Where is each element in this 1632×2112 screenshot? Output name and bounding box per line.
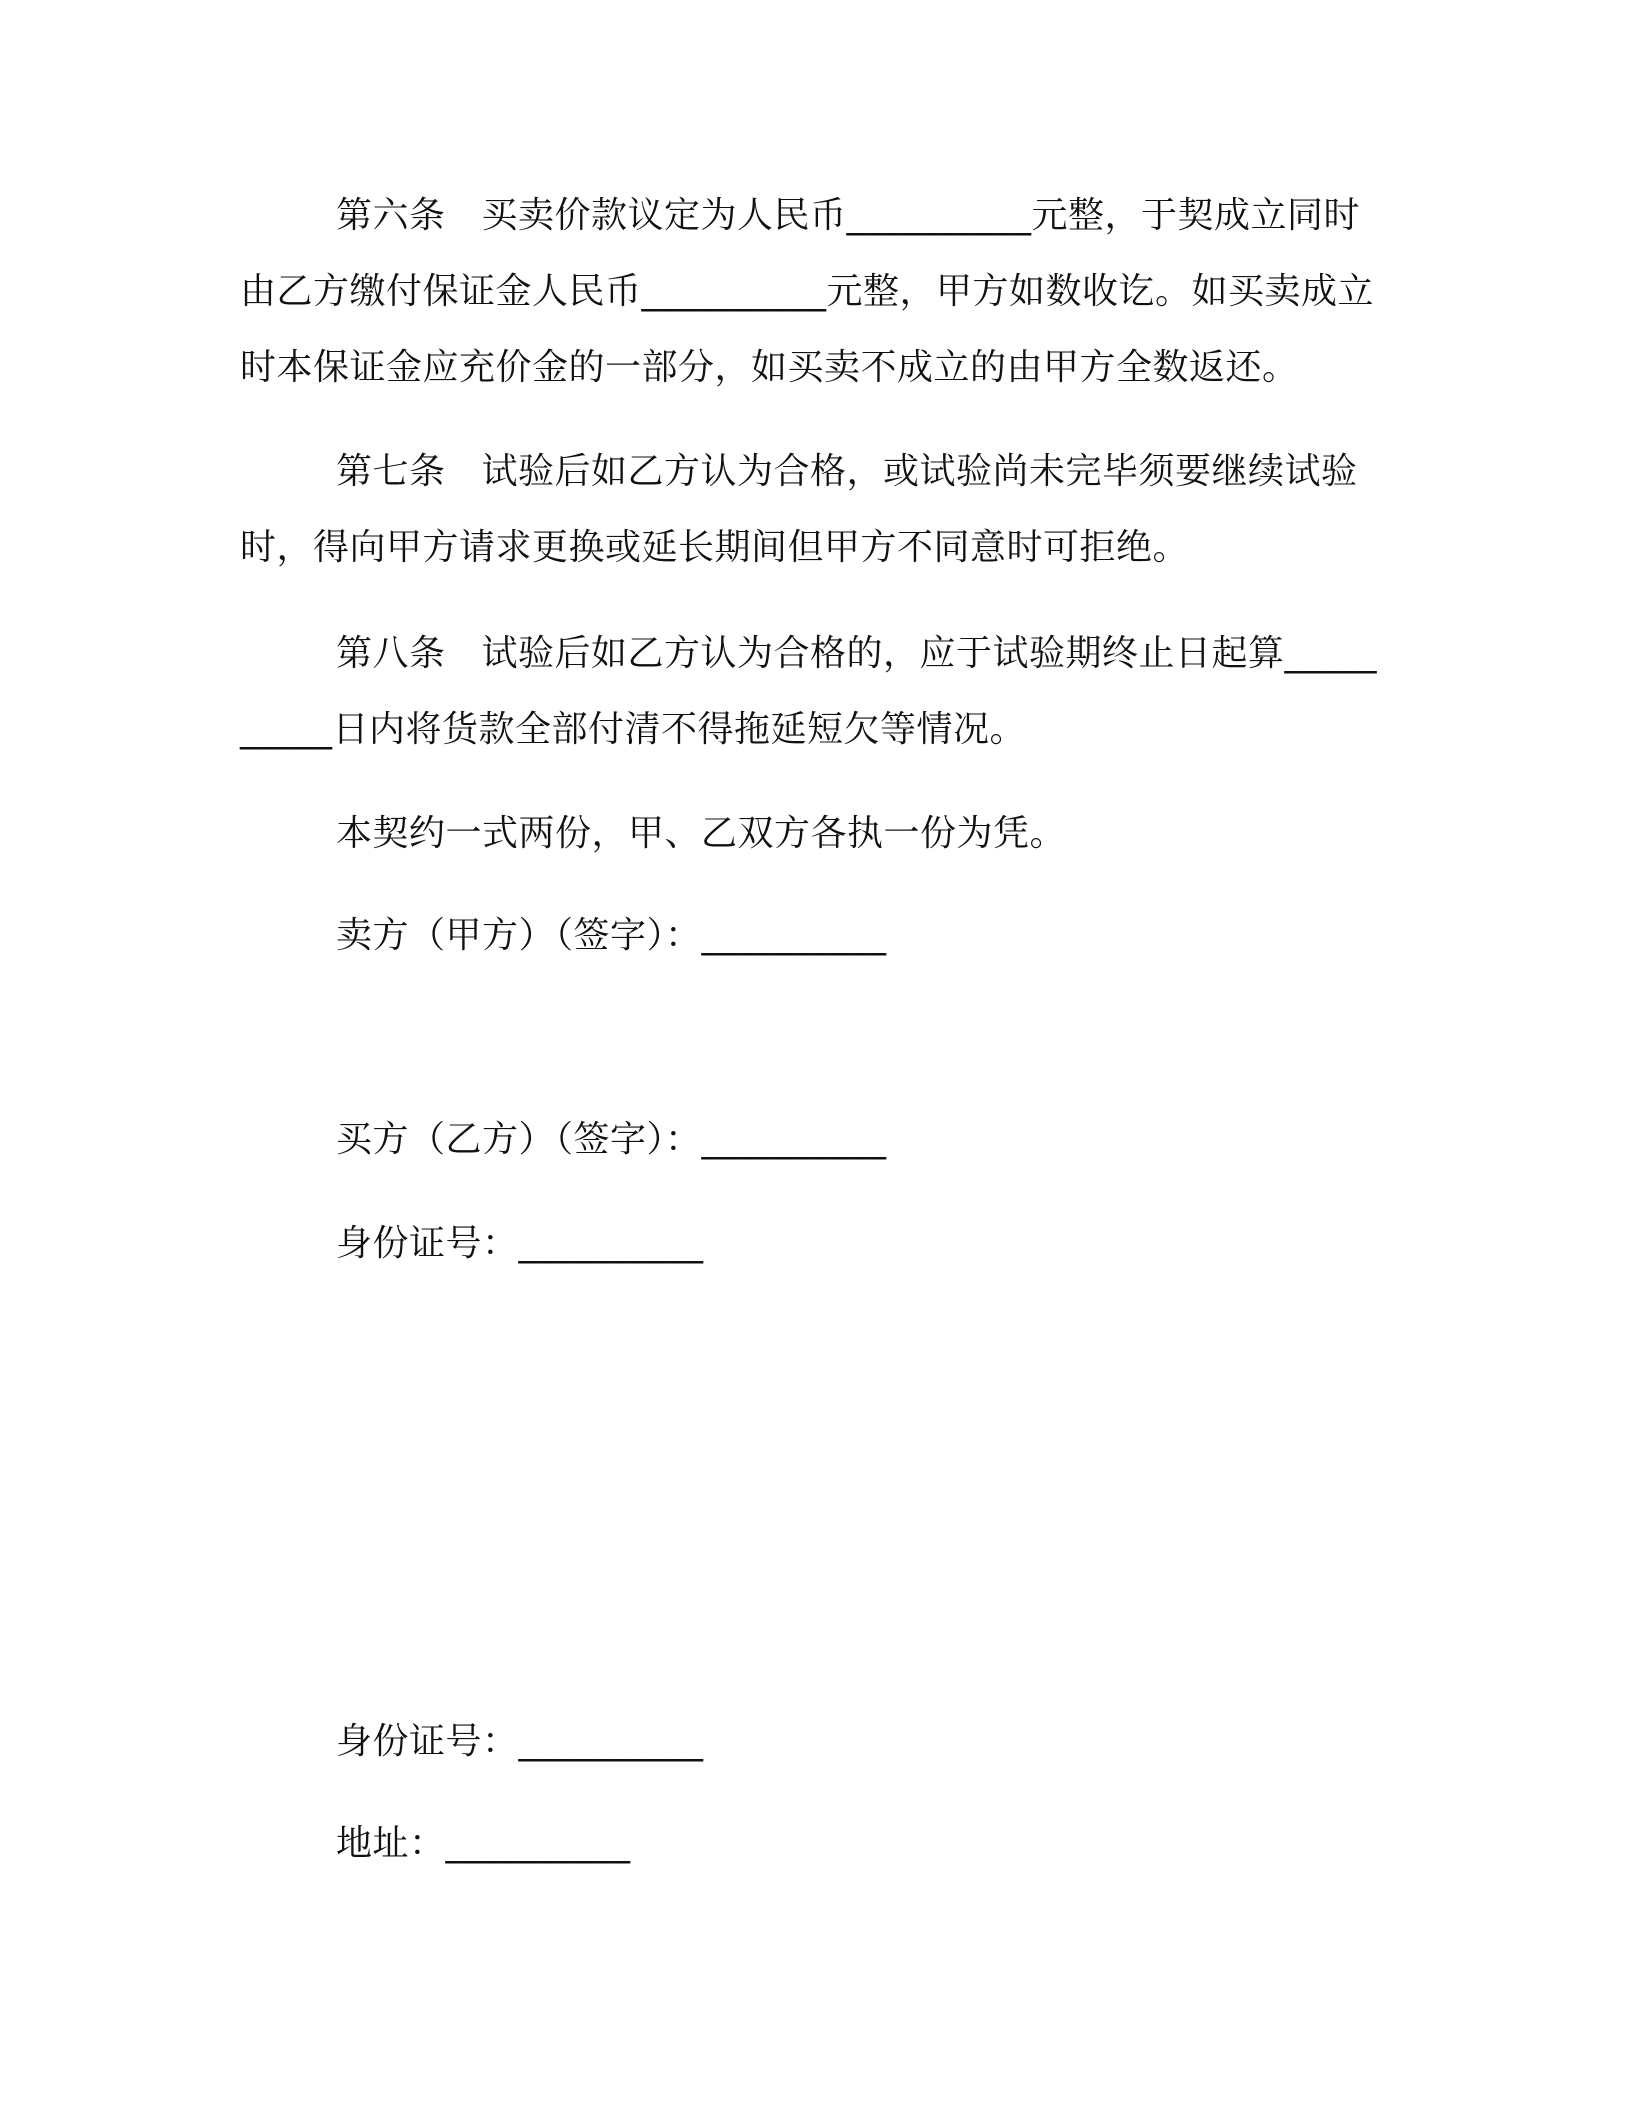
seller-signature-line: 卖方（甲方）（签字）：__________ <box>336 915 887 956</box>
address-line: 地址：__________ <box>336 1823 631 1864</box>
article-six <box>240 178 1380 406</box>
buyer-signature-line: 买方（乙方）（签字）：__________ <box>336 1119 887 1160</box>
article-eight <box>240 616 1380 768</box>
id-number-line: 身份证号：__________ <box>336 1223 704 1264</box>
article-seven-title: 第七条 <box>336 451 446 492</box>
closing-statement: 本契约一式两份，甲、乙双方各执一份为凭。 <box>336 813 1067 854</box>
article-six-text: 买卖价款议定为人民币__________元整，于契成立同时由乙方缴付保证金人民币__________元整，甲方如数收讫。如买卖成立时本保证金应充价金的一部分，如买卖不成立的由甲方全数返还。 <box>240 195 1375 388</box>
article-six-title: 第六条 <box>336 195 446 236</box>
article-eight-text: 试验后如乙方认为合格的，应于试验期终止日起算__________日内将货款全部付清不得拖延短欠等情况。 <box>240 633 1378 750</box>
article-seven <box>240 434 1380 586</box>
article-seven-text: 试验后如乙方认为合格，或试验尚未完毕须要继续试验时，得向甲方请求更换或延长期间但甲方不同意时可拒绝。 <box>240 451 1358 568</box>
article-eight-title: 第八条 <box>336 633 446 674</box>
id-number-line-second: 身份证号：__________ <box>336 1721 704 1762</box>
